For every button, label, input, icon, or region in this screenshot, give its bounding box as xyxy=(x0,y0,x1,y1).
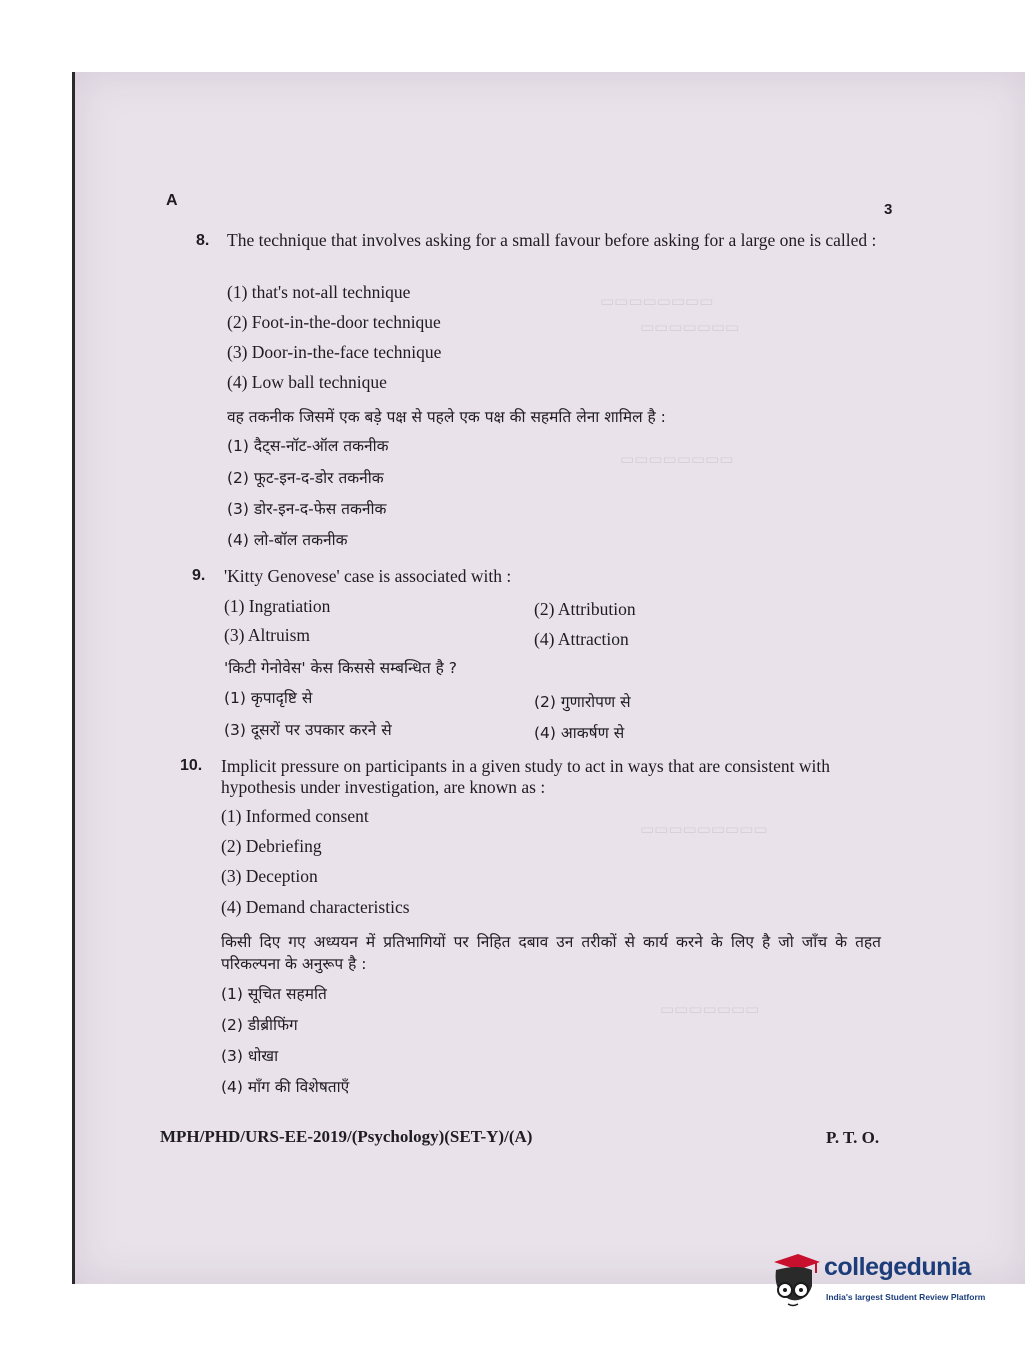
option-hi: (3) डोर-इन-द-फेस तकनीक xyxy=(227,500,387,518)
show-through-text: ▭▭▭▭▭▭▭▭▭ xyxy=(640,822,768,838)
option-hi: (2) गुणारोपण से xyxy=(534,693,631,711)
option: (3) Altruism xyxy=(224,625,311,645)
show-through-text: ▭▭▭▭▭▭▭▭ xyxy=(600,294,714,310)
option-hi: (1) दैट्स-नॉट-ऑल तकनीक xyxy=(227,437,389,455)
brand-name: collegedunia xyxy=(824,1253,971,1281)
question-text-en: 'Kitty Genovese' case is associated with : xyxy=(224,566,512,586)
option: (4) Attraction xyxy=(534,629,629,649)
question-text-hi: वह तकनीक जिसमें एक बड़े पक्ष से पहले एक पक्ष की सहमति लेना शामिल है : xyxy=(227,408,666,426)
option: (3) Deception xyxy=(221,866,318,886)
page-number: 3 xyxy=(884,201,893,218)
option-hi: (1) सूचित सहमति xyxy=(221,985,327,1003)
option: (1) Ingratiation xyxy=(224,596,331,616)
option: (1) Informed consent xyxy=(221,806,369,826)
option: (4) Demand characteristics xyxy=(221,897,410,917)
option: (2) Foot-in-the-door technique xyxy=(227,312,441,332)
question-number: 8. xyxy=(196,232,210,249)
collegedunia-logo xyxy=(768,1250,993,1310)
show-through-text: ▭▭▭▭▭▭▭ xyxy=(660,1002,760,1018)
question-text-en: The technique that involves asking for a small favour before asking for a large one is called : xyxy=(227,230,877,250)
option: (2) Debriefing xyxy=(221,836,322,856)
option-hi: (3) धोखा xyxy=(221,1047,279,1065)
page-turn-note: P. T. O. xyxy=(826,1128,880,1147)
question-number: 10. xyxy=(180,757,203,774)
option-hi: (4) आकर्षण से xyxy=(534,724,625,742)
mascot-icon xyxy=(768,1250,824,1310)
question-number: 9. xyxy=(192,567,206,584)
option-hi: (4) लो-बॉल तकनीक xyxy=(227,531,348,549)
question-text-hi: किसी दिए गए अध्ययन में प्रतिभागियों पर निहित दबाव उन तरीकों से कार्य करने के लिए है जो जाँच के तहत परिकल्पना के अनुरूप है : xyxy=(221,933,881,973)
question-text-hi: 'किटी गेनोवेस' केस किससे सम्बन्धित है ? xyxy=(224,659,458,677)
set-code: A xyxy=(166,192,178,209)
option-hi: (2) डीब्रीफिंग xyxy=(221,1016,298,1034)
option: (3) Door-in-the-face technique xyxy=(227,342,442,362)
option: (1) that's not-all technique xyxy=(227,282,411,302)
option-hi: (2) फूट-इन-द-डोर तकनीक xyxy=(227,469,384,487)
option: (4) Low ball technique xyxy=(227,372,387,392)
option-hi: (3) दूसरों पर उपकार करने से xyxy=(224,721,392,739)
show-through-text: ▭▭▭▭▭▭▭▭ xyxy=(620,452,734,468)
option-hi: (4) माँग की विशेषताएँ xyxy=(221,1078,350,1096)
question-text-en: Implicit pressure on participants in a given study to act in ways that are consistent with hypothesis under investigation, are known as : xyxy=(221,756,830,797)
brand-tagline: India's largest Student Review Platform xyxy=(826,1292,986,1302)
option: (2) Attribution xyxy=(534,599,636,619)
show-through-text: ▭▭▭▭▭▭▭ xyxy=(640,320,740,336)
option-hi: (1) कृपादृष्टि से xyxy=(224,689,313,707)
paper-code: MPH/PHD/URS-EE-2019/(Psychology)(SET-Y)/(A) xyxy=(160,1127,533,1146)
scanned-page xyxy=(72,72,1025,1284)
